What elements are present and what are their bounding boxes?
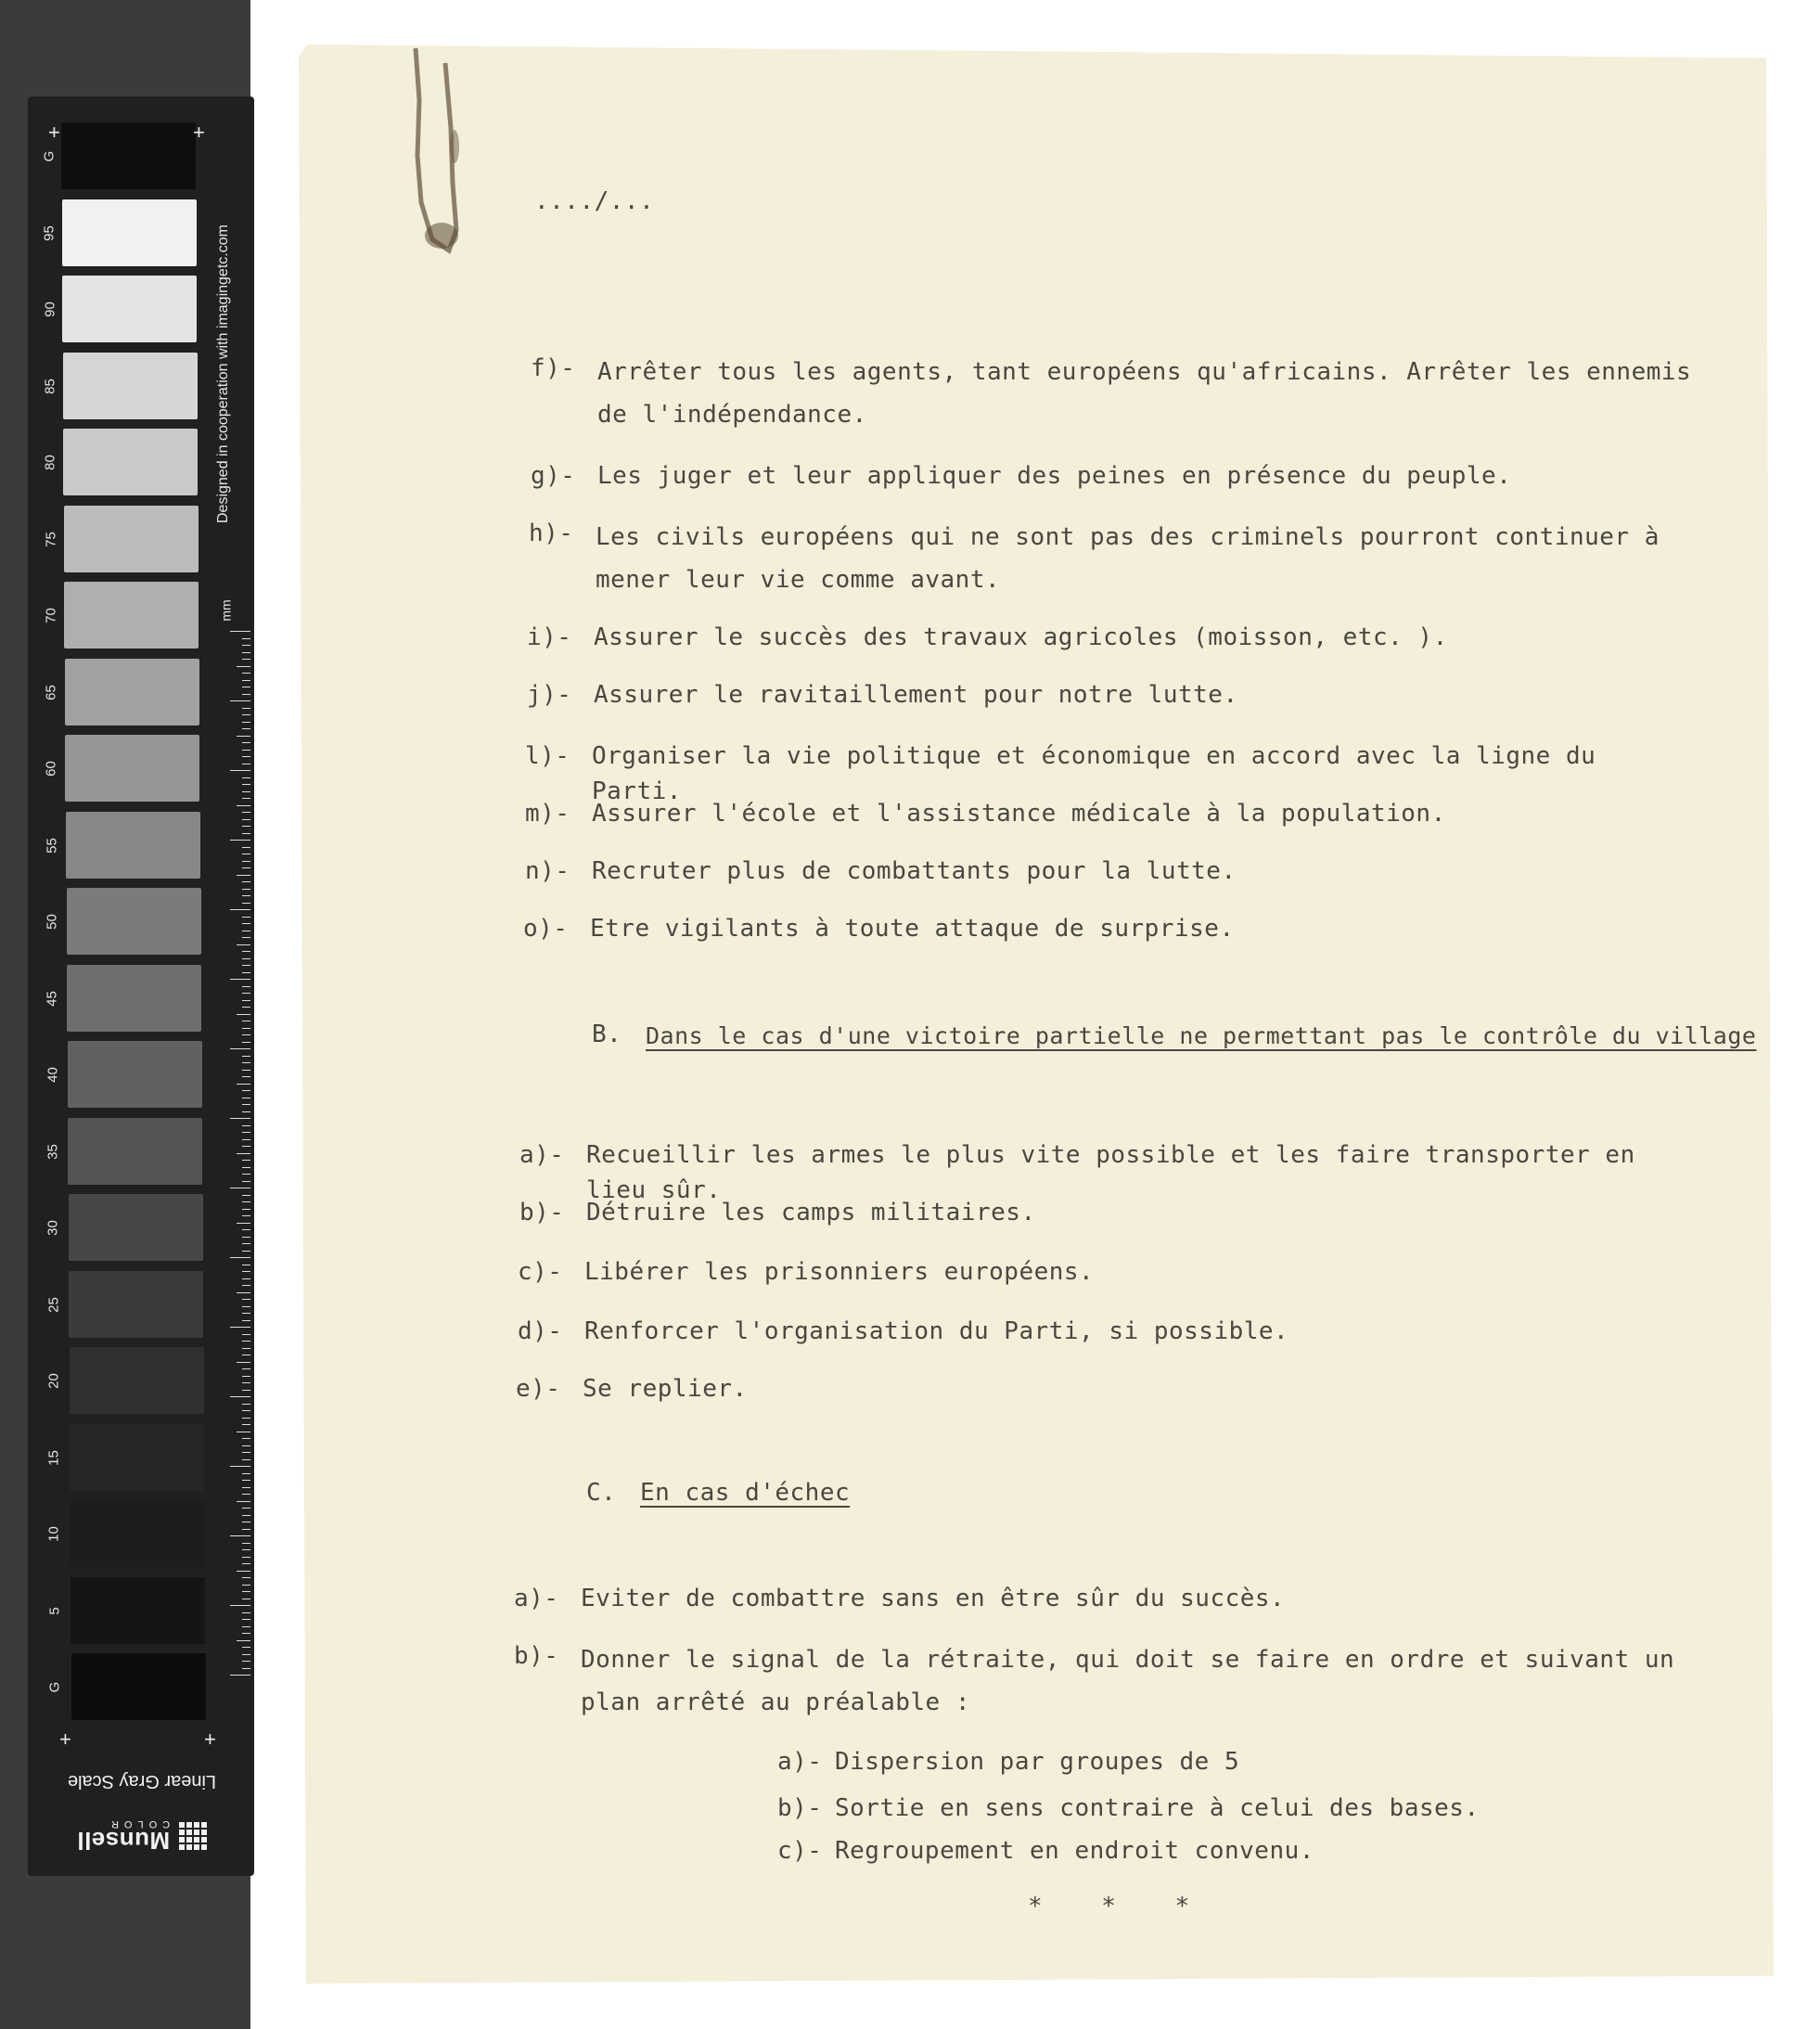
gray-patch-label: 90 — [42, 302, 58, 317]
ruler-tick — [242, 1633, 250, 1634]
gray-patch — [62, 199, 197, 266]
ruler-tick — [242, 1563, 250, 1564]
ruler-tick — [242, 1278, 250, 1279]
ruler-tick — [242, 833, 250, 834]
millimetre-ruler — [228, 631, 250, 1679]
ruler-tick — [242, 867, 250, 868]
ruler-tick — [242, 1418, 250, 1419]
ruler-tick — [242, 1480, 250, 1481]
ruler-tick — [237, 1501, 250, 1502]
ruler-tick — [242, 1215, 250, 1216]
ruler-tick — [242, 895, 250, 896]
ruler-tick — [242, 1494, 250, 1495]
ruler-tick — [237, 1084, 250, 1085]
ruler-tick — [242, 1668, 250, 1669]
gray-patch — [67, 965, 201, 1032]
item-label: i)- — [527, 623, 572, 651]
item-text: Eviter de combattre sans en être sûr du succès. — [581, 1585, 1286, 1612]
ruler-tick — [242, 1438, 250, 1439]
ruler-tick — [242, 1515, 250, 1516]
munsell-logo — [54, 1814, 230, 1858]
gray-patch — [61, 122, 196, 189]
ruler-tick — [242, 777, 250, 778]
ruler-tick — [242, 652, 250, 653]
ruler-tick — [242, 937, 250, 938]
ruler-tick — [242, 1167, 250, 1168]
gray-patch-label: 85 — [42, 378, 58, 394]
item-text: Se replier. — [583, 1375, 748, 1403]
item-text: Les juger et leur appliquer des peines en présence du peuple. — [597, 462, 1512, 490]
gray-patch — [65, 659, 199, 726]
item-label: l)- — [525, 742, 570, 770]
ruler-tick — [230, 1327, 250, 1328]
ruler-tick — [242, 1404, 250, 1405]
gray-patch-label: 95 — [41, 225, 58, 241]
ruler-tick — [242, 993, 250, 994]
gray-patch — [70, 1577, 205, 1644]
ruler-tick — [237, 805, 250, 806]
card-credit-text: Designed in cooperation with imagingetc.com — [215, 225, 231, 523]
ruler-tick — [242, 986, 250, 987]
gray-patch — [67, 888, 201, 955]
ruler-tick — [237, 1640, 250, 1641]
ruler-tick — [242, 1390, 250, 1391]
ruler-tick — [242, 847, 250, 848]
ruler-tick — [242, 1174, 250, 1175]
ruler-tick — [242, 1195, 250, 1196]
ruler-tick — [242, 1585, 250, 1586]
ruler-tick — [230, 1605, 250, 1606]
ruler-tick — [242, 1111, 250, 1112]
ruler-tick — [242, 1056, 250, 1057]
ruler-tick — [237, 875, 250, 876]
end-mark: * * * — [1028, 1893, 1212, 1920]
ruler-tick — [230, 1466, 250, 1467]
ink-smudge — [408, 45, 473, 258]
continuation-mark: ..../... — [534, 187, 655, 215]
ruler-tick — [242, 1591, 250, 1592]
ruler-tick — [242, 917, 250, 918]
ruler-tick — [242, 1424, 250, 1425]
gray-patch-label: 45 — [44, 990, 60, 1007]
ruler-tick — [242, 1146, 250, 1147]
ruler-tick — [237, 944, 250, 945]
gray-patch — [68, 1041, 202, 1108]
ruler-tick — [242, 1042, 250, 1043]
ruler-tick — [242, 1070, 250, 1071]
ruler-tick — [242, 1320, 250, 1321]
gray-patch-label: 80 — [42, 455, 58, 470]
ruler-tick — [242, 1243, 250, 1244]
ruler-tick — [242, 819, 250, 820]
ruler-tick — [242, 1334, 250, 1335]
scale-name: Linear Gray Scale — [67, 1771, 217, 1791]
ruler-tick — [237, 736, 250, 737]
ruler-tick — [242, 1209, 250, 1210]
gray-patch — [71, 1653, 206, 1720]
item-label: e)- — [516, 1375, 561, 1403]
gray-patch — [64, 582, 199, 649]
ruler-tick — [230, 1535, 250, 1536]
gray-patch-label: 15 — [45, 1449, 62, 1466]
gray-patch — [70, 1347, 204, 1414]
ruler-tick — [242, 958, 250, 959]
ruler-tick — [242, 1062, 250, 1063]
ruler-tick — [242, 1487, 250, 1488]
ruler-tick — [242, 659, 250, 660]
registration-mark: + — [59, 1727, 71, 1751]
ruler-tick — [242, 972, 250, 973]
ruler-tick — [237, 1571, 250, 1572]
ruler-tick — [242, 1271, 250, 1272]
ruler-tick — [242, 1313, 250, 1314]
item-text: Assurer le succès des travaux agricoles (moisson, etc. ). — [594, 623, 1448, 651]
ruler-tick — [242, 1181, 250, 1182]
ruler-tick — [242, 881, 250, 882]
item-label: j)- — [527, 681, 572, 709]
munsell-grid-icon — [179, 1822, 207, 1850]
ruler-tick — [242, 1348, 250, 1349]
item-text: Libérer les prisonniers européens. — [584, 1258, 1095, 1286]
registration-mark: + — [204, 1727, 216, 1751]
ruler-tick — [237, 666, 250, 667]
gray-patch-label: 35 — [45, 1143, 61, 1160]
section-letter: C. — [586, 1479, 617, 1507]
item-label: m)- — [525, 800, 570, 828]
ruler-tick — [242, 750, 250, 751]
ruler-tick — [230, 700, 250, 701]
item-text: Les civils européens qui ne sont pas des criminels pourront continuer à mener leur vie comme avant. — [596, 523, 1660, 594]
ruler-tick — [242, 728, 250, 729]
ruler-unit-label: mm — [218, 599, 234, 622]
ruler-tick — [230, 770, 250, 771]
gray-patch-label: 50 — [44, 914, 60, 930]
item-label: c)- — [518, 1258, 563, 1286]
gray-patch — [65, 735, 199, 802]
ruler-tick — [242, 708, 250, 709]
ruler-tick — [242, 889, 250, 890]
gray-patch — [69, 1194, 203, 1261]
gray-patch-label: 60 — [43, 761, 59, 777]
item-label: f)- — [531, 354, 576, 382]
section-title: Dans le cas d'une victoire partielle ne permettant pas le contrôle du village — [646, 1022, 1757, 1049]
ruler-tick — [242, 1125, 250, 1126]
ruler-tick — [242, 1285, 250, 1286]
ruler-tick — [242, 1508, 250, 1509]
gray-patch-label: 20 — [45, 1373, 62, 1389]
ruler-tick — [242, 1229, 250, 1230]
ruler-tick — [242, 1306, 250, 1307]
ruler-tick — [242, 798, 250, 799]
ruler-tick — [242, 1139, 250, 1140]
ruler-tick — [242, 1410, 250, 1411]
ruler-tick — [242, 861, 250, 862]
brand-name: Munsell — [76, 1827, 171, 1856]
ruler-tick — [230, 840, 250, 841]
ruler-tick — [242, 694, 250, 695]
ruler-tick — [242, 1076, 250, 1077]
ruler-tick — [242, 1000, 250, 1001]
item-label: b)- — [514, 1642, 559, 1670]
item-label: g)- — [531, 462, 576, 490]
ruler-tick — [242, 1251, 250, 1252]
ruler-tick — [242, 1619, 250, 1620]
ruler-tick — [242, 1543, 250, 1544]
item-label: o)- — [523, 915, 569, 943]
ruler-tick — [242, 1028, 250, 1029]
item-text: Recruter plus de combattants pour la lutte. — [592, 857, 1237, 885]
ruler-tick — [242, 673, 250, 674]
ruler-tick — [242, 742, 250, 743]
ruler-tick — [242, 1368, 250, 1369]
ruler-tick — [242, 1160, 250, 1161]
ruler-tick — [242, 951, 250, 952]
item-label: n)- — [525, 857, 570, 885]
ruler-tick — [242, 1104, 250, 1105]
item-label: h)- — [529, 520, 574, 547]
ruler-tick — [242, 1654, 250, 1655]
gray-patch-label: 40 — [45, 1067, 61, 1083]
ruler-tick — [242, 903, 250, 904]
registration-mark: + — [48, 121, 60, 144]
ruler-tick — [242, 1034, 250, 1035]
gray-patch-label: G — [46, 1681, 63, 1693]
item-label: b)- — [519, 1199, 565, 1226]
item-label: a)- — [777, 1748, 823, 1776]
ruler-tick — [242, 1341, 250, 1342]
ruler-tick — [242, 1007, 250, 1008]
item-text: Donner le signal de la rétraite, qui doit se faire en ordre et suivant un plan arrêté au préalable : — [581, 1646, 1675, 1716]
ruler-tick — [242, 1201, 250, 1202]
ruler-tick — [242, 1647, 250, 1648]
ruler-tick — [242, 645, 250, 646]
item-text: Renforcer l'organisation du Parti, si possible. — [584, 1317, 1289, 1345]
ruler-tick — [230, 979, 250, 980]
gray-patch — [68, 1118, 202, 1185]
gray-patch — [70, 1500, 205, 1567]
gray-patch-label: 75 — [43, 531, 58, 547]
gray-patch — [69, 1271, 203, 1338]
ruler-tick — [242, 826, 250, 827]
ruler-tick — [242, 1473, 250, 1474]
item-text: Etre vigilants à toute attaque de surprise. — [590, 915, 1235, 943]
ruler-tick — [242, 812, 250, 813]
ruler-tick — [242, 1459, 250, 1460]
ruler-tick — [230, 1118, 250, 1119]
item-text: Détruire les camps militaires. — [586, 1199, 1036, 1226]
gray-patch-label: 55 — [44, 837, 60, 854]
ruler-tick — [242, 1299, 250, 1300]
gray-patch-label: 70 — [43, 608, 59, 623]
ruler-tick — [242, 1612, 250, 1613]
ruler-tick — [242, 1452, 250, 1453]
item-label: c)- — [777, 1837, 823, 1865]
ruler-tick — [242, 1382, 250, 1383]
ruler-tick — [242, 1557, 250, 1558]
ruler-tick — [230, 1048, 250, 1049]
ruler-tick — [242, 680, 250, 681]
item-text: Sortie en sens contraire à celui des bases. — [835, 1794, 1480, 1822]
ruler-tick — [242, 1626, 250, 1627]
item-text: Dispersion par groupes de 5 — [835, 1748, 1240, 1776]
item-text: Arrêter tous les agents, tant européens qu'africains. Arrêter les ennemis de l'indépendance. — [597, 358, 1692, 429]
ruler-tick — [242, 1577, 250, 1578]
ruler-tick — [242, 638, 250, 639]
ruler-tick — [242, 714, 250, 715]
item-text: Recueillir les armes le plus vite possible et les faire transporter en lieu sûr. — [586, 1141, 1635, 1204]
brand-sub: COLOR — [106, 1818, 171, 1830]
ruler-tick — [230, 1257, 250, 1258]
item-text: Organiser la vie politique et économique en accord avec la ligne du Parti. — [592, 742, 1596, 805]
ruler-tick — [242, 722, 250, 723]
ruler-tick — [230, 631, 250, 632]
gray-patch — [62, 276, 197, 342]
ruler-tick — [242, 1529, 250, 1530]
item-label: a)- — [519, 1141, 565, 1169]
ruler-tick — [237, 1292, 250, 1293]
item-text: Regroupement en endroit convenu. — [835, 1837, 1314, 1865]
item-text: Assurer l'école et l'assistance médicale à la population. — [592, 800, 1446, 828]
ruler-tick — [237, 1014, 250, 1015]
section-letter: B. — [592, 1021, 622, 1048]
ruler-tick — [237, 1223, 250, 1224]
ruler-tick — [230, 909, 250, 910]
ruler-tick — [242, 1376, 250, 1377]
ruler-tick — [242, 923, 250, 924]
gray-patch-label: 30 — [45, 1220, 61, 1236]
ruler-tick — [242, 1090, 250, 1091]
gray-patch — [63, 353, 198, 419]
ruler-tick — [242, 784, 250, 785]
ruler-tick — [242, 1661, 250, 1662]
gray-patch — [66, 812, 200, 879]
item-label: d)- — [518, 1317, 563, 1345]
item-text: Assurer le ravitaillement pour notre lutte. — [594, 681, 1238, 709]
gray-patch-label: G — [41, 150, 58, 162]
ruler-tick — [242, 1132, 250, 1133]
gray-patch — [64, 506, 199, 572]
ruler-tick — [242, 965, 250, 966]
item-label: a)- — [514, 1585, 559, 1612]
ruler-tick — [242, 1445, 250, 1446]
ruler-tick — [242, 756, 250, 757]
ruler-tick — [230, 1675, 250, 1676]
ruler-tick — [242, 1237, 250, 1238]
section-title: En cas d'échec — [640, 1479, 851, 1507]
gray-patch — [63, 429, 198, 495]
gray-patch — [70, 1424, 204, 1491]
gray-patch-label: 5 — [46, 1606, 63, 1615]
ruler-tick — [230, 1396, 250, 1397]
ruler-tick — [242, 791, 250, 792]
gray-patch-label: 25 — [45, 1296, 61, 1313]
gray-patch-label: 65 — [43, 684, 59, 700]
ruler-tick — [237, 1153, 250, 1154]
ruler-tick — [237, 1362, 250, 1363]
ruler-tick — [242, 1549, 250, 1550]
item-label: b)- — [777, 1794, 823, 1822]
gray-patch-label: 10 — [45, 1526, 62, 1542]
registration-mark: + — [193, 121, 205, 144]
